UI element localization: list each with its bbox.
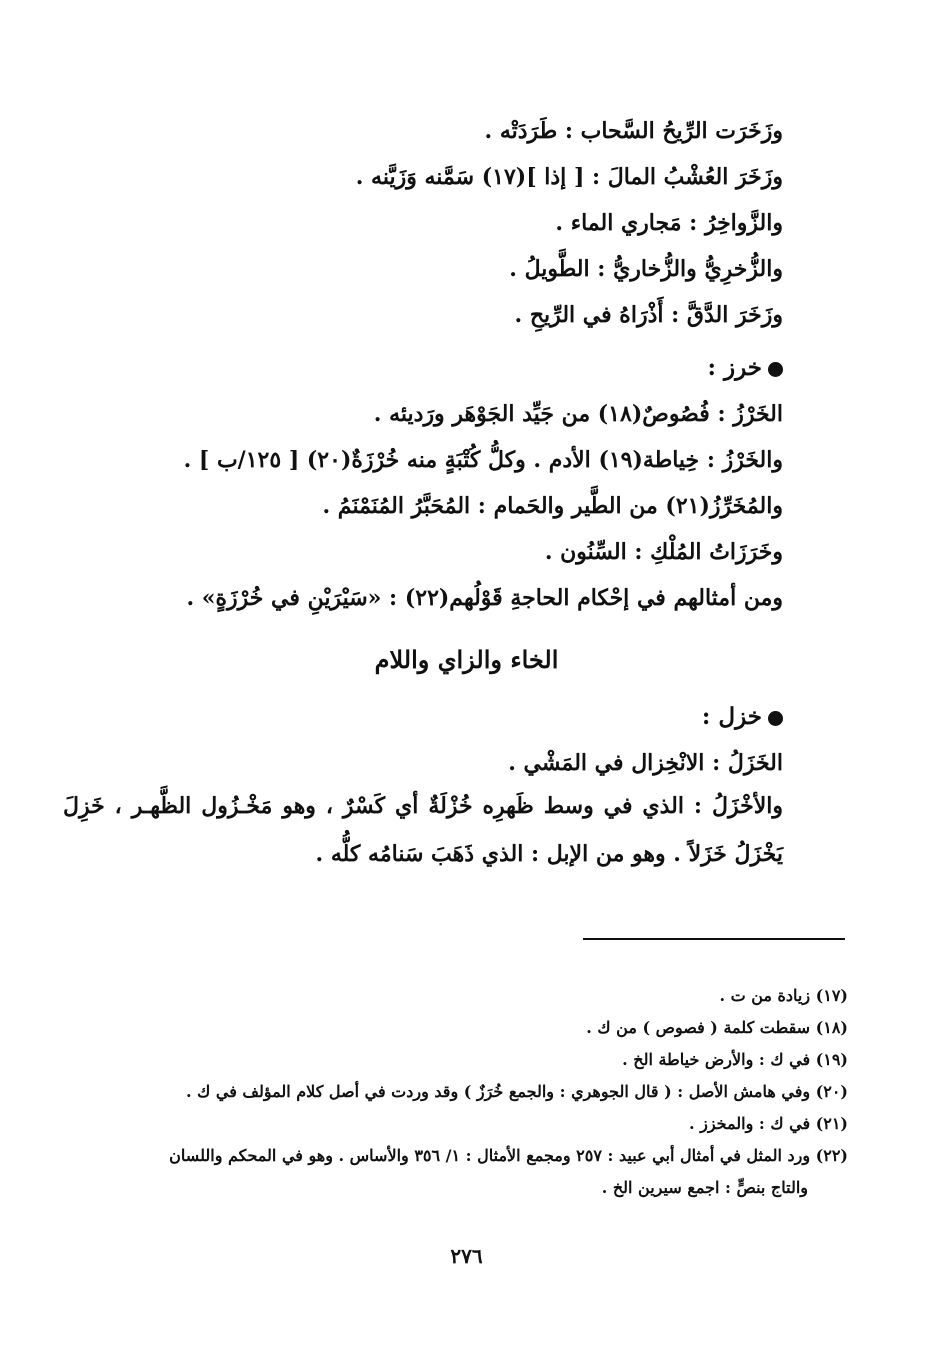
entry-khzl (103, 694, 783, 786)
footnote-continuation: والتاج بنصٍّ : اجمع سيرين الخ . (601, 1178, 808, 1197)
footnote: (٢٠) وفي هامش الأصل : ( قال الجوهري : والجمع خُرَزٌ ) وقد وردت في أصل كلام المؤلف في ك . (185, 1082, 848, 1101)
footnote: (١٧) زيادة من ت . (719, 986, 848, 1005)
section-title: الخاء والزاي واللام (374, 645, 559, 674)
footnote: (١٩) في ك : والأرض خياطة الخ . (622, 1050, 848, 1069)
footnote: (١٨) سقطت كلمة ( فصوص ) من ك . (586, 1018, 848, 1037)
entry-paragraph: والأخْزَلُ : الذي في وسط ظَهرِه خُزْلَةٌ أي كَسْرٌ ، وهو مَخْـزُول الظَّهـر ، خَزِلَ يَخْزَلُ خَزَلاً . وهو من الإبل : الذي ذَهَبَ سَنامُه كلُّه . (63, 793, 783, 867)
entry-continuation-block (103, 108, 783, 338)
text-line: والمُخَرِّزُ(٢١) من الطَّير والحَمام : المُحَبَّرُ المُنَمْنَمُ . (322, 493, 783, 519)
bullet-icon (768, 711, 783, 726)
bullet-icon (768, 362, 783, 377)
text-line: وزَخَرَت الرِّيحُ السَّحاب : طَرَدَتْه . (484, 118, 783, 144)
text-line: وزَخَرَ العُشْبُ المالَ : [ إذا ](١٧) سَمَّنه وَزَيَّنه . (355, 164, 783, 190)
entry-khrz (103, 345, 783, 621)
text-line: وزَخَرَ الدَّقَّ : أَذْرَاهُ في الرِّيحِ . (514, 302, 783, 328)
entry-heading (103, 345, 783, 391)
text-line: الخَزَلُ : الانْخِزال في المَشْي . (508, 750, 783, 776)
text-line: والخَرْزُ : خِياطة(١٩) الأدم . وكلُّ كُتْبَةٍ منه خُرْزَةٌ(٢٠) [ ١٢٥/ب ] . (183, 447, 783, 473)
entry-heading-text: خرز : (707, 354, 762, 381)
footnote: (٢٢) ورد المثل في أمثال أبي عبيد : ٢٥٧ ومجمع الأمثال : ١/ ٣٥٦ والأساس . وهو في المحكم واللسان (169, 1146, 848, 1165)
text-line: وخَرَزَاتُ المُلْكِ : السِّنُون . (544, 539, 783, 565)
text-line: ومن أمثالهم في إحْكام الحاجةِ قَوْلُهم(٢٢) : «سَيْرَيْنِ في خُرْزَةٍ» . (186, 585, 783, 611)
page-number: ٢٧٦ (450, 1244, 483, 1268)
text-line: والزَّواخِرُ : مَجاري الماء . (555, 210, 783, 236)
text-line: والزُّخرِيُّ والزُّخاريُّ : الطَّويلُ . (509, 256, 783, 282)
footnote-divider (583, 938, 845, 940)
entry-heading-text: خزل : (701, 703, 762, 730)
entry-heading (103, 694, 783, 740)
footnote: (٢١) في ك : والمخزز . (688, 1114, 848, 1133)
text-line: الخَرْزُ : فُصُوصٌ(١٨) من جَيِّد الجَوْهَر ورَديئه . (373, 401, 783, 427)
footnotes (103, 980, 848, 1204)
